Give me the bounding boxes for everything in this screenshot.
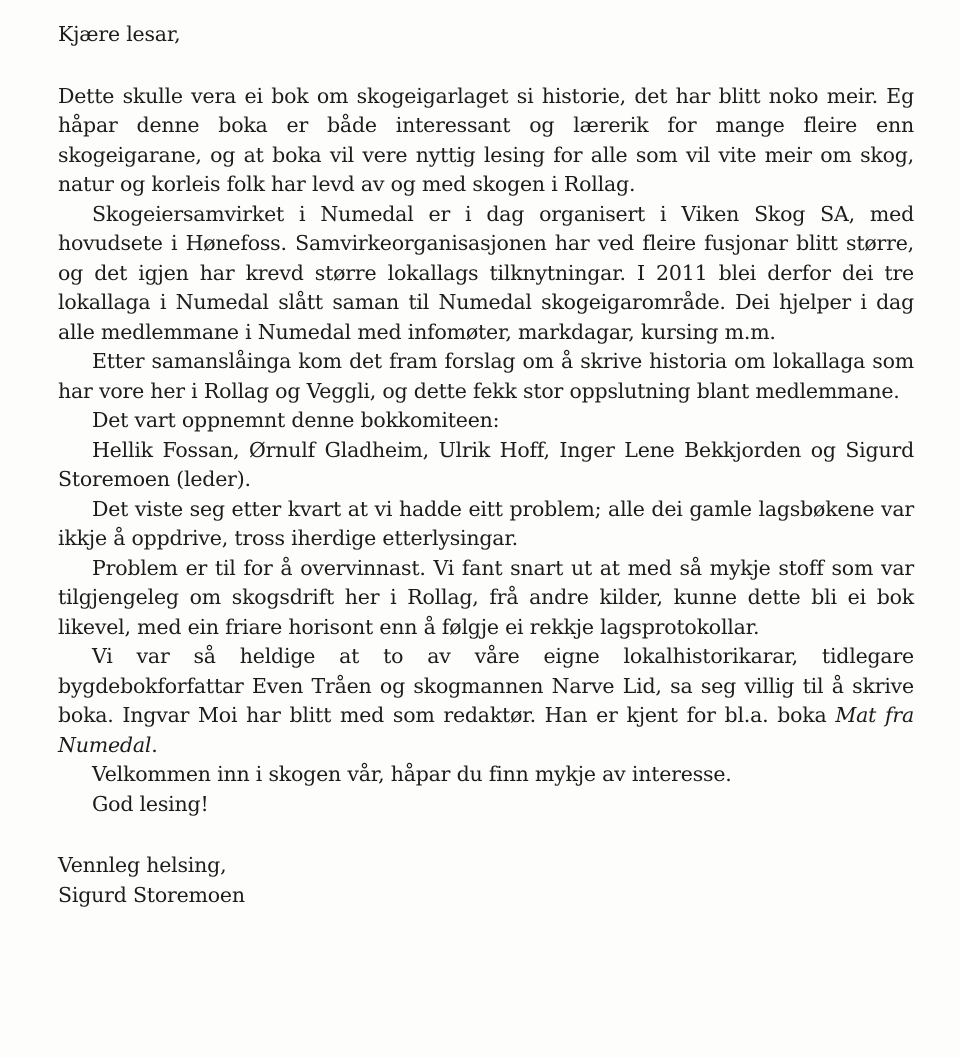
committee-members-paragraph: Hellik Fossan, Ørnulf Gladheim, Ulrik Hoff, Inger Lene Bekkjorden og Sigurd Storemoen (leder). <box>58 437 914 491</box>
paragraph: Det viste seg etter kvart at vi hadde eitt problem; alle dei gamle lagsbøkene var ikkje å oppdrive, tross iherdige etterlysingar. <box>58 496 914 550</box>
greeting: Kjære lesar, <box>58 22 181 46</box>
paragraph: Dette skulle vera ei bok om skogeigarlaget si historie, det har blitt noko meir. Eg håpar denne boka er både interessant og lærerik for mange fleire enn skogeigarane, og at boka vil vere nyttig lesing for alle som vil vite meir om skog, natur og korleis folk har levd av og med skogen i Rollag. <box>58 83 914 196</box>
good-reading-line: God lesing! <box>92 791 209 816</box>
closing-block <box>58 851 914 910</box>
letter-body <box>58 20 914 910</box>
signature: Sigurd Storemoen <box>58 882 245 907</box>
paragraph: Skogeiersamvirket i Numedal er i dag organisert i Viken Skog SA, med hovudsete i Hønefoss. Samvirkeorganisasjonen har ved fleire fusjonar blitt større, og det igjen har krevd større lokallags tilknytningar. I 2011 blei derfor dei tre lokallaga i Numedal slått saman til Numedal skogeigarområde. Dei hjelper i dag alle medlemmane i Numedal med infomøter, markdagar, kursing m.m. <box>58 201 914 344</box>
paragraph-text-end: . <box>151 732 158 757</box>
paragraph: Problem er til for å overvinnast. Vi fant snart ut at med så mykje stoff som var tilgjengeleg om skogsdrift her i Rollag, frå andre kilder, kunne dette bli ei bok likevel, med ein friare horisont enn å følgje ei rekkje lagsprotokollar. <box>58 555 914 639</box>
book-title: Mat fra Numedal <box>58 703 914 757</box>
paragraph: Det vart oppnemnt denne bokkomiteen: <box>92 408 500 432</box>
paragraph-text: Vi var så heldige at to av våre eigne lokalhistorikarar, tidlegare bygdebokforfattar Even Tråen og skogmannen Narve Lid, sa seg villig til å skrive boka. Ingvar Moi har blitt med som redaktør. Han er kjent for bl.a. boka <box>58 644 914 727</box>
paragraph-with-book-title <box>58 642 914 760</box>
welcome-paragraph: Velkommen inn i skogen vår, håpar du finn mykje av interesse. <box>92 762 732 786</box>
closing: Vennleg helsing, <box>58 853 227 877</box>
paragraph: Etter samanslåinga kom det fram forslag om å skrive historia om lokallaga som har vore her i Rollag og Veggli, og dette fekk stor oppslutning blant medlemmane. <box>58 349 914 403</box>
